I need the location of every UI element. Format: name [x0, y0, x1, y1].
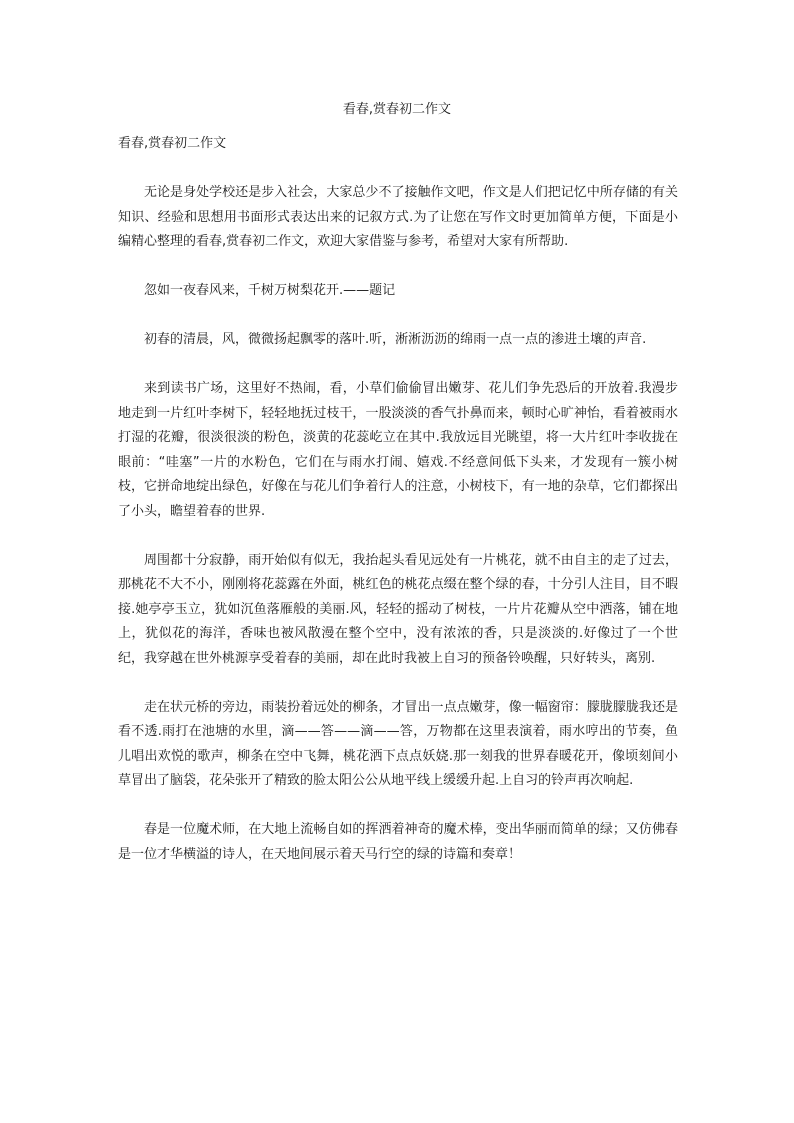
paragraph-peach-blossoms: 周围都十分寂静，雨开始似有似无，我抬起头看见远处有一片桃花，就不由自主的走了过去，那桃花不大不小，刚刚将花蕊露在外面，桃红色的桃花点缀在整个绿的春，十分引人注目，目不暇接.她亭亭玉立，犹如沉鱼落雁般的美丽.风，轻轻的摇动了树枝，一片片花瓣从空中洒落，铺在地上，犹似花的海洋，香味也被风散漫在整个空中，没有浓浓的香，只是淡淡的.好像过了一个世纪，我穿越在世外桃源享受着春的美丽，却在此时我被上自习的预备铃唤醒，只好转头，离别.	[118, 552, 678, 666]
paragraph-epigraph: 忽如一夜春风来，千树万树梨花开.——题记	[144, 283, 396, 298]
paragraph-bridge: 走在状元桥的旁边，雨装扮着远处的柳条，才冒出一点点嫩芽，像一幅窗帘：朦胧朦胧我还是看不透.雨打在池塘的水里，滴——答——滴——答，万物都在这里表演着，雨水哼出的节奏，鱼儿唱出欢悦的歌声，柳条在空中飞舞，桃花洒下点点妖娆.那一刻我的世界春暖花开，像顷刻间小草冒出了脑袋，花朵张开了精致的脸太阳公公从地平线上缓缓升起.上自习的铃声再次响起.	[118, 699, 678, 788]
document-body	[118, 181, 678, 892]
document-subtitle: 看春,赏春初二作文	[118, 136, 227, 151]
paragraph-conclusion: 春是一位魔术师，在大地上流畅自如的挥洒着神奇的魔术棒，变出华丽而简单的绿；又仿佛春是一位才华横溢的诗人，在天地间展示着天马行空的绿的诗篇和奏章！	[118, 822, 678, 862]
paragraph-reading-square: 来到读书广场，这里好不热闹，看，小草们偷偷冒出嫩芽、花儿们争先恐后的开放着.我漫步地走到一片红叶李树下，轻轻地抚过枝干，一股淡淡的香气扑鼻而来，顿时心旷神怡，看着被雨水打湿的花瓣，很淡很淡的粉色，淡黄的花蕊屹立在其中.我放远目光眺望，将一大片红叶李收拢在眼前：“哇塞”一片的水粉色，它们在与雨水打闹、嬉戏.不经意间低下头来，才发现有一簇小树枝，它拼命地绽出绿色，好像在与花儿们争着行人的注意，小树枝下，有一地的杂草，它们都探出了小头，瞻望着春的世界.	[118, 381, 678, 519]
paragraph-morning: 初春的清晨，风，微微扬起飘零的落叶.听，淅淅沥沥的绵雨一点一点的渗进土壤的声音.	[144, 332, 647, 347]
document-title: 看春,赏春初二作文	[342, 102, 452, 117]
paragraph-intro: 无论是身处学校还是步入社会，大家总少不了接触作文吧，作文是人们把记忆中所存储的有关知识、经验和思想用书面形式表达出来的记叙方式.为了让您在写作文时更加简单方便，下面是小编精心整理的看春,赏春初二作文，欢迎大家借鉴与参考，希望对大家有所帮助.	[118, 185, 678, 249]
